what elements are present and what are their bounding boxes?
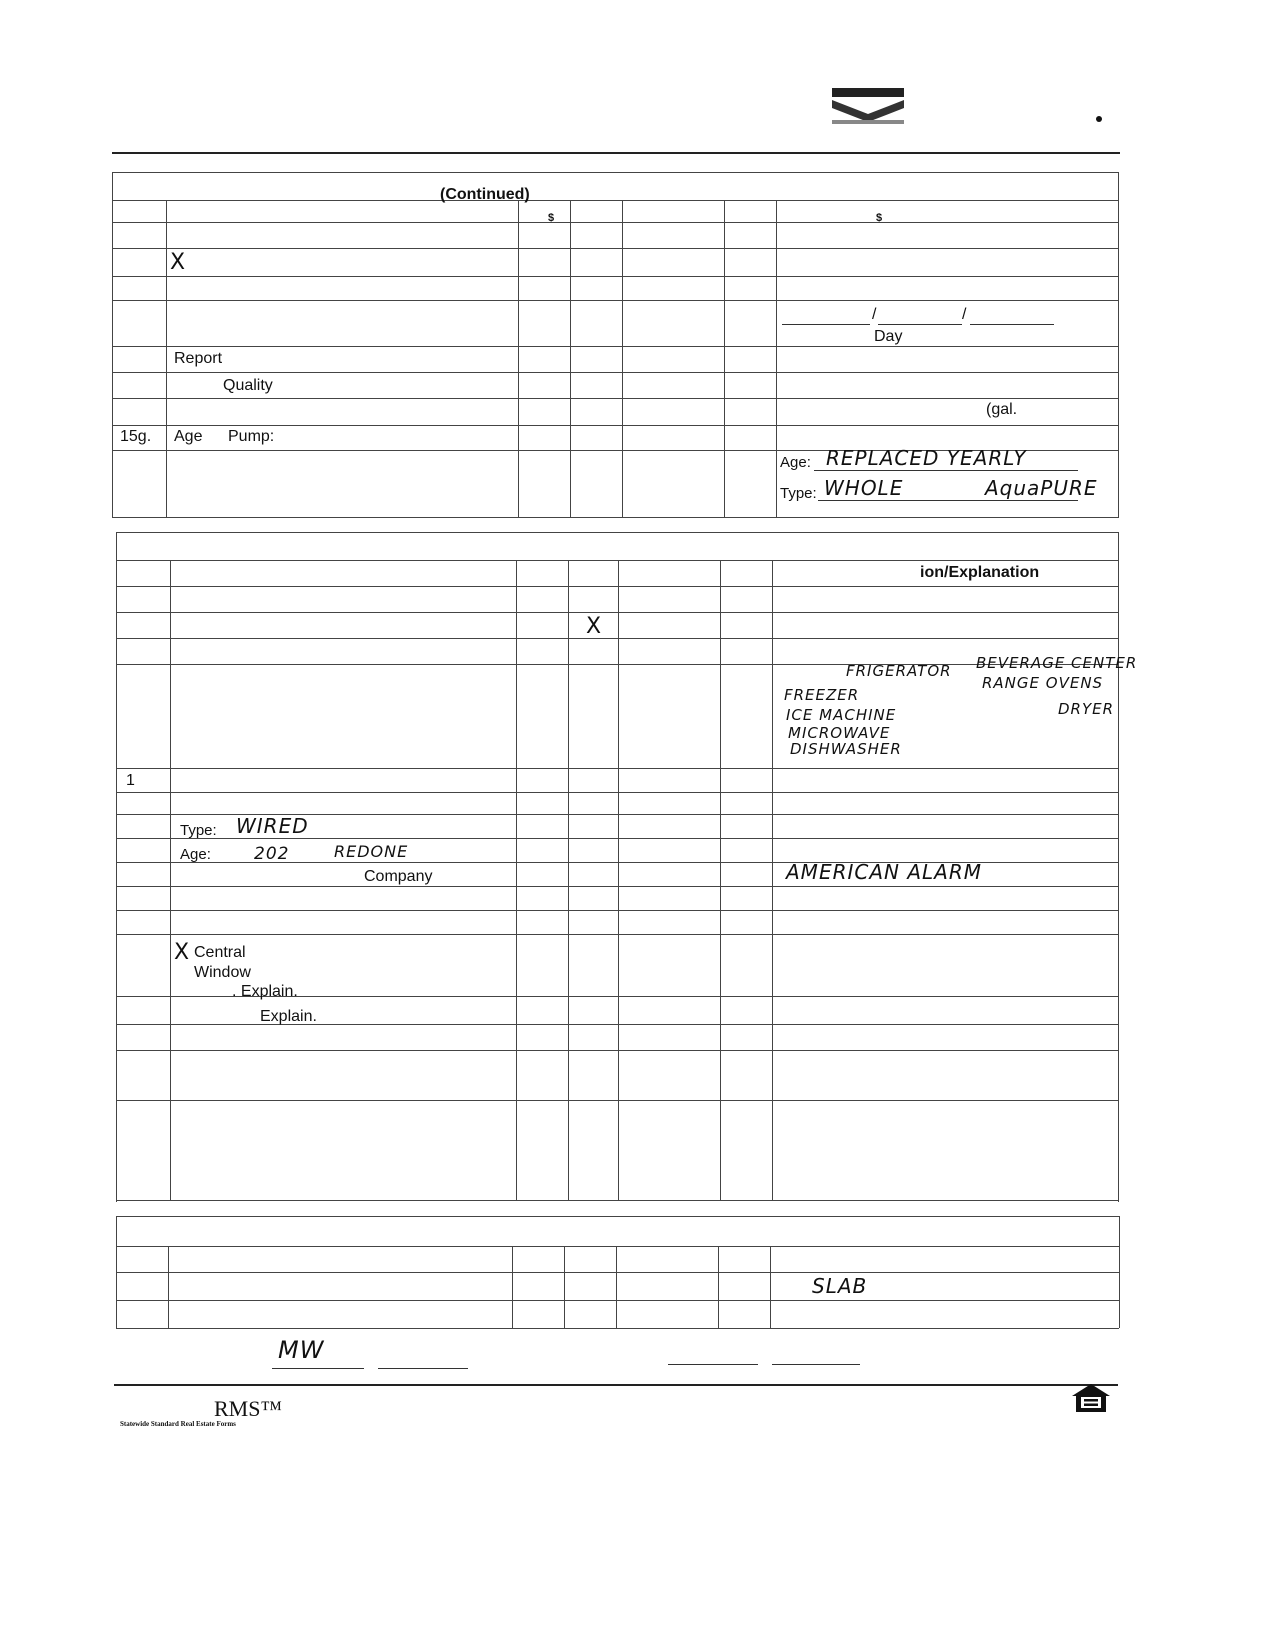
dollar-a: $ [548,212,555,224]
day-label: Day [874,328,903,345]
alarm-age-value[interactable]: 202 [254,844,290,864]
quality-label: Quality [223,377,273,394]
window-label: Window [194,964,251,981]
alarm-age-label: Age: [180,846,211,863]
appliance-dryer: DRYER [1058,700,1115,718]
filter-age-label: Age: [780,454,811,471]
alarm-type-label: Type: [180,822,217,839]
central-label: Central [194,944,246,961]
foundation-value[interactable]: SLAB [812,1274,868,1298]
appliance-dishwasher: DISHWASHER [790,740,902,758]
brand-subtitle: Statewide Standard Real Estate Forms [120,1420,236,1428]
appliance-ice-machine: ICE MACHINE [786,706,897,724]
footer-rule [114,1384,1118,1386]
date-slash-a: / [872,306,877,323]
explain-b: Explain. [260,1008,317,1025]
checkbox-mark[interactable]: X [170,250,186,275]
header-logo-mark [832,88,904,128]
alarm-extra-value[interactable]: REDONE [334,842,409,861]
initial-blank-4[interactable] [772,1364,860,1365]
alarm-company-value[interactable]: AMERICAN ALARM [786,860,982,884]
filter-brand-value[interactable]: AquaPURE [985,476,1098,500]
pump-label: Pump: [228,428,275,445]
equal-housing-icon [1070,1382,1112,1414]
top-rule [112,152,1120,154]
initials[interactable]: MW [278,1336,325,1364]
dollar-b: $ [876,212,883,224]
initial-blank-1[interactable] [272,1368,364,1369]
explain-a: . Explain. [232,983,298,1000]
age-label: Age [174,428,203,445]
initial-blank-3[interactable] [668,1364,758,1365]
bullet-dot [1096,116,1102,122]
report-label: Report [174,350,223,367]
section2-header: ion/Explanation [920,564,1040,581]
section1-header: (Continued) [440,186,530,203]
alarm-type-value[interactable]: WIRED [236,814,309,838]
alarm-company-label: Company [364,868,433,885]
appliance-freezer: FREEZER [784,686,860,704]
appliance-beverage-center: BEVERAGE CENTER [976,654,1138,672]
date-slash-b: / [962,306,967,323]
appliance-microwave: MICROWAVE [788,724,891,742]
row-15g: 15g. [120,428,152,445]
brand-logo: RMS™ [214,1396,283,1421]
filter-age-value[interactable]: REPLACED YEARLY [826,446,1027,470]
filter-type-value[interactable]: WHOLE [824,476,904,500]
section2-checkbox-mark[interactable]: X [586,614,602,639]
date-month-blank[interactable] [782,324,870,325]
appliance-range-ovens: RANGE OVENS [982,674,1104,692]
row-1: 1 [126,772,135,789]
date-day-blank[interactable] [878,324,962,325]
appliance-refrigerator: FRIGERATOR [846,662,952,680]
gal-label: (gal. [986,401,1018,418]
central-mark[interactable]: X [174,940,190,965]
initial-blank-2[interactable] [378,1368,468,1369]
date-year-blank[interactable] [970,324,1054,325]
filter-type-label: Type: [780,485,817,502]
